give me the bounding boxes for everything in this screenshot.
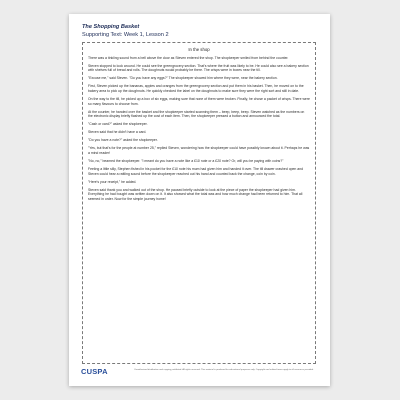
document-title: The Shopping Basket bbox=[82, 24, 140, 30]
story-paragraph: At the counter, he handed over the basket and the shopkeeper started scanning them – beep, beep, beep. Steven watched as the numbers on the electronic display briefly flashed up the cost of each item. Then, the shopkeeper pressed a button and announced the total. bbox=[88, 109, 305, 119]
story-paragraph: Steven said thank you and walked out of the shop. He paused briefly outside to look at the piece of paper the shopkeeper had given him. Everything he had bought was written down on it. It also showed what the total was and how much change had been returned to him. That all seemed in order. Now for the simple journey home! bbox=[88, 187, 303, 201]
publisher-logo: CUSPA bbox=[81, 367, 108, 376]
story-paragraph: There was a tinkling sound from a bell above the door as Steven entered the shop. The shopkeeper smiled from behind the counter. bbox=[88, 55, 289, 60]
story-paragraph: First, Steven picked up the bananas, apples and oranges from the greengrocery section and put them in his basket. Then, he moved on to the bakery area to pick up the doughnuts. He quickly checked the label on the doughnuts to make sure they were the right sort and still in date. bbox=[88, 84, 304, 93]
story-paragraph: "Do you have a note?" asked the shopkeeper. bbox=[88, 138, 158, 143]
story-paragraph: "Here's your receipt," he added. bbox=[88, 179, 137, 184]
story-title: In the shop bbox=[188, 47, 210, 52]
copyright-footer: Unauthorised distribution and copying prohibited. All rights reserved. This material is produced for educational purposes only. Copyright and related terms apply to all resources provided. bbox=[134, 369, 314, 371]
story-text-box bbox=[82, 42, 316, 364]
story-paragraph: Feeling a little silly, Stephen fished in his pocket for the £10 note his mum had given him and handed it over. The till drawer crashed open and Steven could hear a rattling sound before the shopkeeper reached out his hand and counted back the change, coin by coin. bbox=[88, 166, 304, 176]
story-paragraph: "Excuse me," said Steven. "Do you have any eggs?" The shopkeeper showed him where they were, near the bakery section. bbox=[88, 76, 278, 81]
story-paragraph: Steven said that he didn't have a card. bbox=[88, 130, 147, 135]
story-paragraph: Steven stopped to look around. He could see the greengrocery section. That's where the fruit was likely to be. He could also see a bakery section with shelves full of bread and rolls. The doughnuts would probably be there. The crisps were in boxes near the till. bbox=[88, 63, 309, 73]
document-subtitle: Supporting Text: Week 1, Lesson 2 bbox=[82, 32, 169, 38]
story-paragraph: "No, no," beamed the shopkeeper. "I meant do you have a note like a £10 note or a £20 note? Or, will you be paying with coins?" bbox=[88, 158, 284, 163]
story-paragraph: On the way to the till, he picked up a box of six eggs, making sure that none of them were broken. Finally, he chose a packet of crisps. There were so many flavours to choose from. bbox=[88, 96, 310, 106]
story-paragraph: "Cash or card?" asked the shopkeeper. bbox=[88, 122, 148, 127]
story-paragraph: "Yes, but that's for the people at number 25," replied Steven, wondering how the shopkeeper could have possibly known about it. Perhaps he was a mind reader! bbox=[88, 146, 310, 155]
worksheet-page bbox=[69, 14, 330, 386]
